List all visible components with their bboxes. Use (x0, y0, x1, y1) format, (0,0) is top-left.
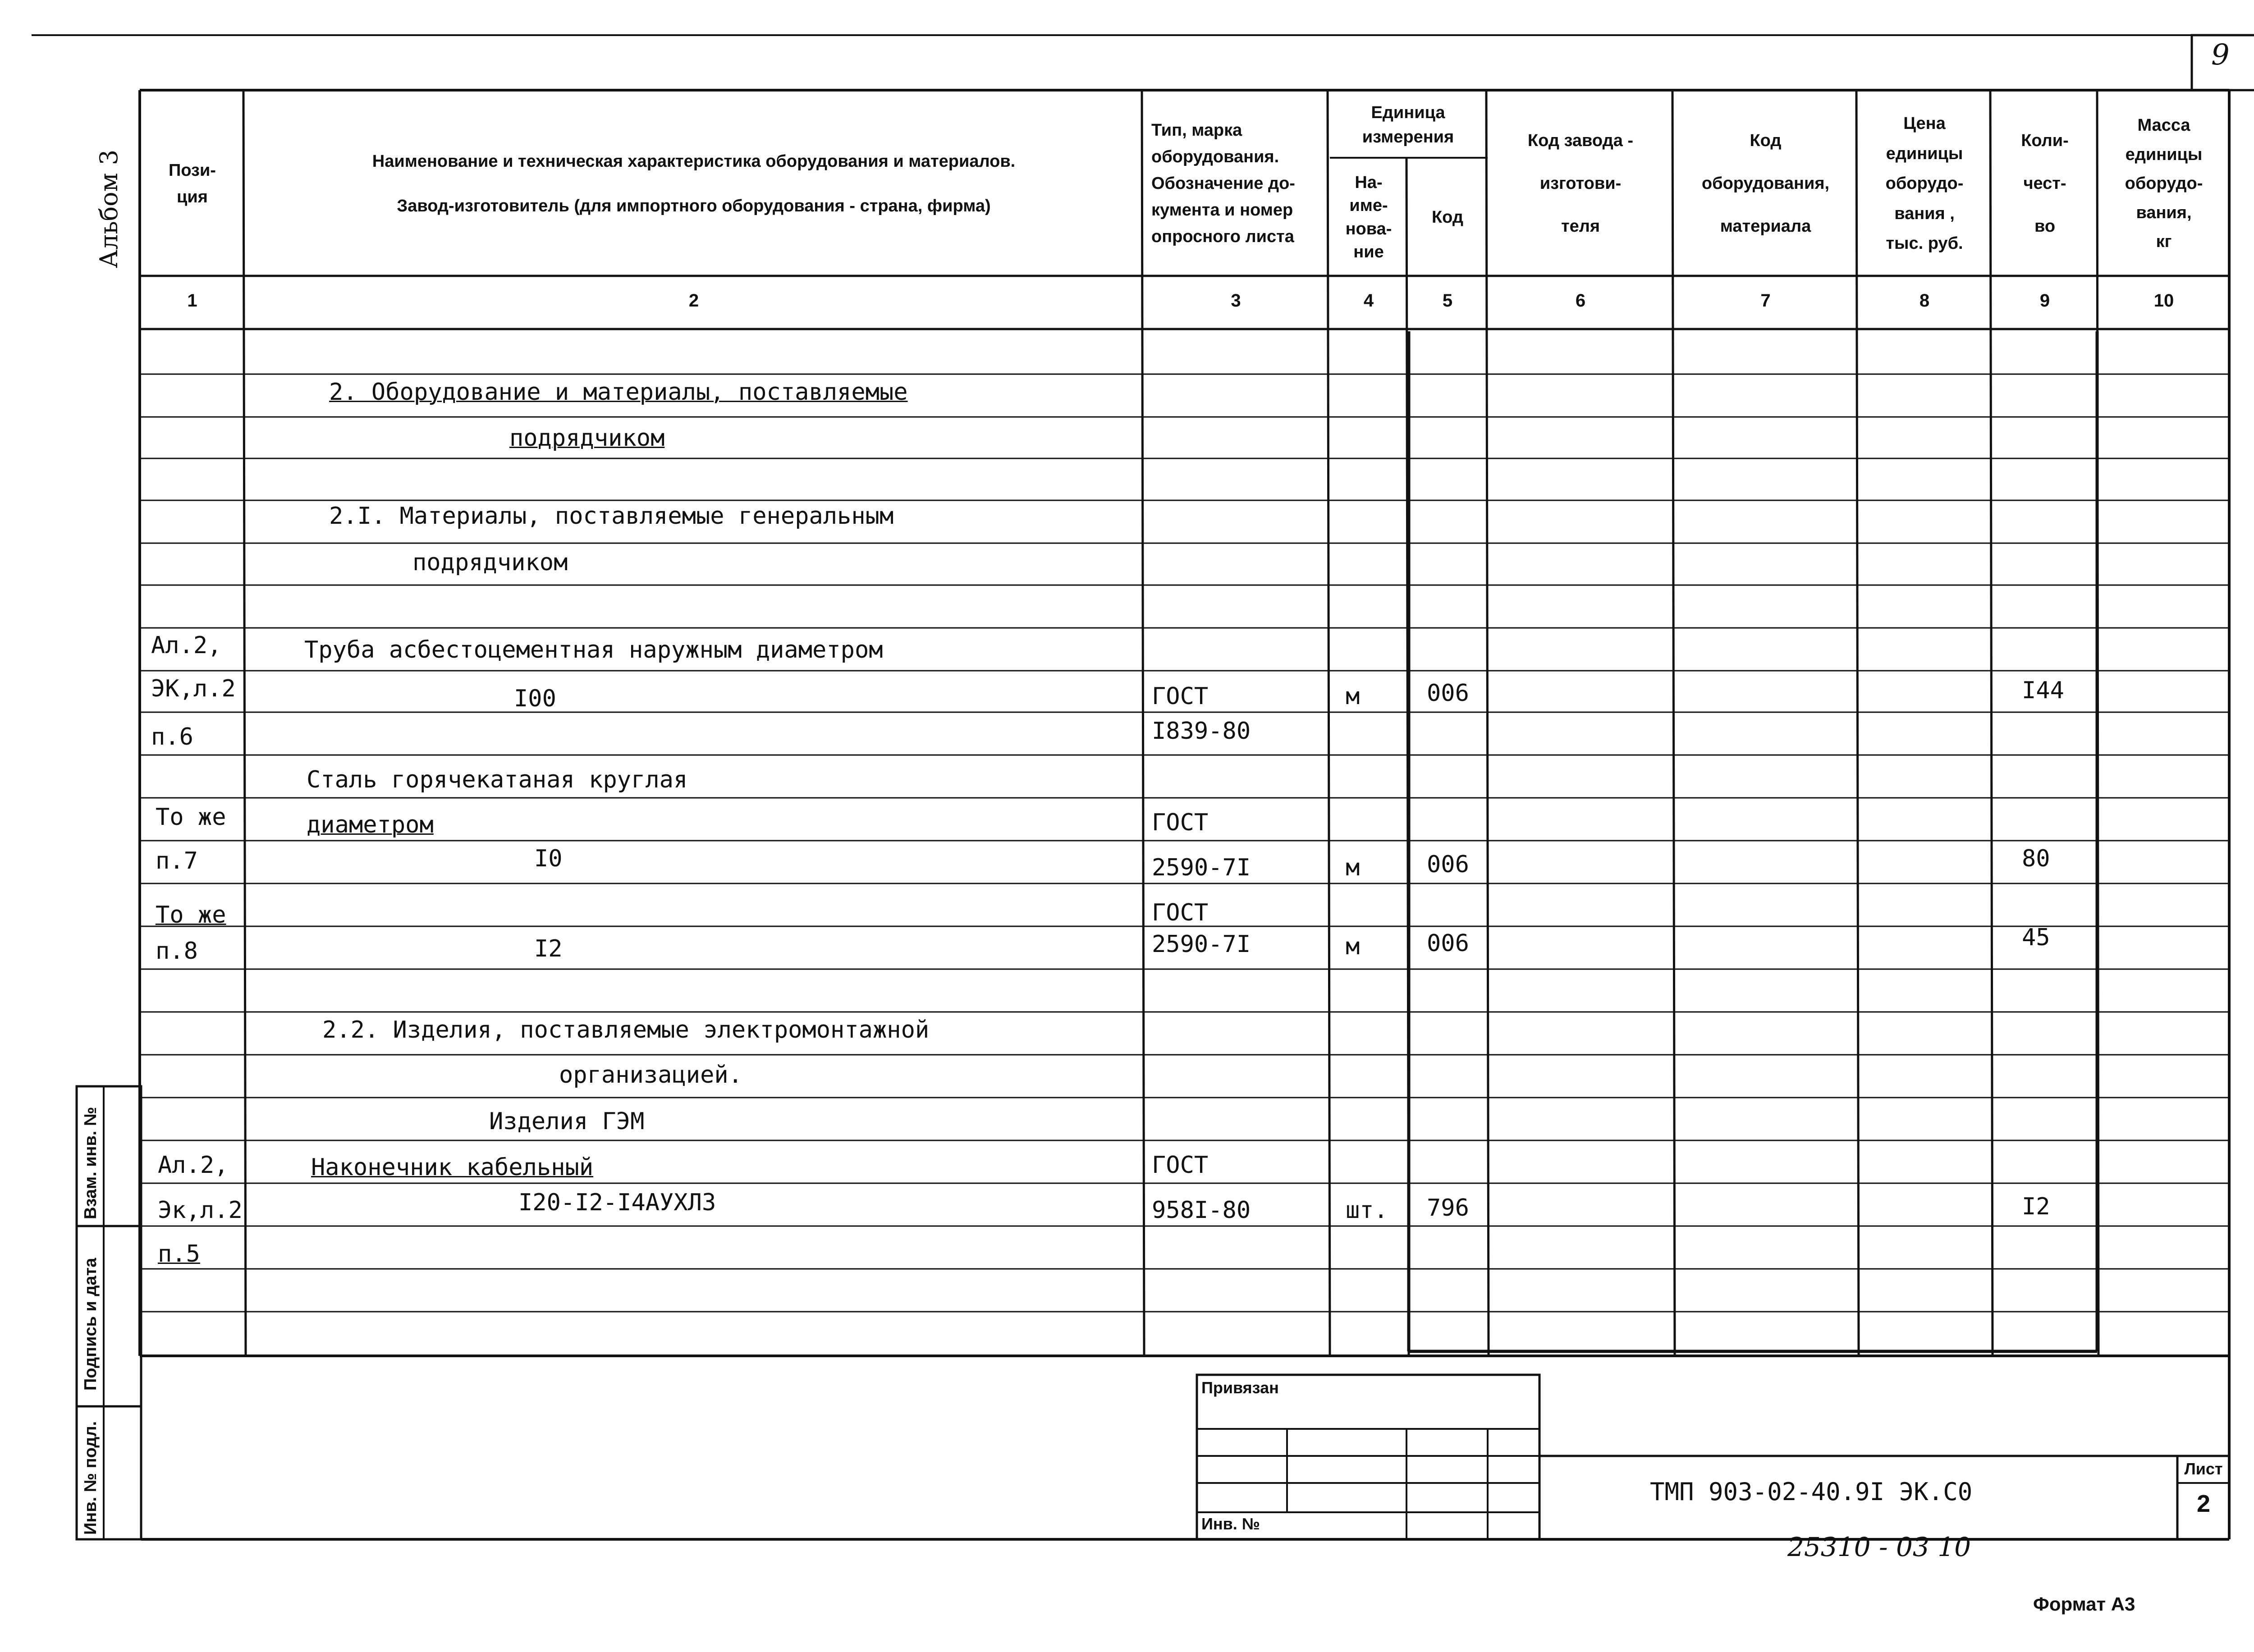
col-number-10: 10 (2153, 291, 2174, 311)
album-label: Альбом 3 (95, 149, 123, 268)
row-pipe-position: Ал.2, (151, 632, 222, 659)
header-type: Тип, марка оборудования. Обозначение до- кумента и номер опросного листа (1151, 121, 1295, 246)
row-steel-quantity: 80 (2022, 845, 2050, 872)
col-number-3: 3 (1231, 291, 1241, 311)
section-2-title: 2. Оборудование и материалы, поставляемые (329, 379, 908, 406)
archive-number: 25310 - 03 10 (1787, 1532, 1971, 1562)
col-number-9: 9 (2039, 291, 2050, 311)
col-number-6: 6 (1575, 291, 1586, 311)
section-2-2-title: 2.2. Изделия, поставляемые электромонтажной (322, 1016, 930, 1043)
section-2-2-title-cont: организацией. (559, 1062, 742, 1089)
row-pipe-name: Труба асбестоцементная наружным диаметром (304, 636, 883, 664)
row-lug-gost: ГОСТ (1152, 1152, 1209, 1179)
side-stamp-inv: Инв. № подл. (81, 1421, 100, 1535)
format-label: Формат А3 (2033, 1593, 2135, 1615)
header-name: Наименование и техническая характеристика оборудования и материалов. Завод-изготовитель (для импортного оборудования - страна, фирма) (372, 151, 1016, 215)
header-quantity: Коли- чест- во (2021, 131, 2069, 236)
row-steel-unit: м (1346, 854, 1360, 881)
row-steel-code: 006 (1427, 851, 1469, 878)
row-pipe-gost-number: I839-80 (1152, 718, 1251, 745)
row-lug-code: 796 (1427, 1194, 1469, 1222)
row-pipe-diameter: I00 (514, 685, 556, 712)
row-steel2-position-2: п.8 (156, 938, 198, 965)
document-code: ТМП 903-02-40.9I ЭК.С0 (1650, 1478, 1973, 1506)
row-steel2-position: То же (156, 902, 226, 929)
col-number-2: 2 (688, 291, 699, 311)
row-steel-diameter: I0 (534, 845, 563, 872)
corner-sheet-number: 9 (2211, 38, 2230, 72)
row-pipe-quantity: I44 (2022, 677, 2064, 704)
row-steel2-diameter: I2 (534, 935, 563, 962)
row-steel2-quantity: 45 (2022, 924, 2050, 951)
section-2-title-cont: подрядчиком (509, 425, 665, 452)
row-lug-name: Наконечник кабельный (311, 1154, 594, 1181)
header-unit-name: На- име- нова- ние (1345, 173, 1392, 261)
col-number-1: 1 (187, 291, 197, 311)
row-steel-diameter-label: диаметром (307, 811, 434, 838)
col-number-8: 8 (1919, 291, 1930, 311)
row-pipe-gost: ГОСТ (1152, 683, 1209, 710)
col-number-7: 7 (1760, 291, 1771, 311)
side-stamp-vzam: Взам. инв. № (81, 1107, 100, 1219)
inv-number-label: Инв. № (1201, 1515, 1260, 1533)
row-steel-gost: ГОСТ (1152, 809, 1209, 836)
side-stamp-podpis: Подпись и дата (81, 1258, 100, 1391)
row-lug-position-2: Эк,л.2 (158, 1197, 243, 1224)
gem-title: Изделия ГЭМ (489, 1108, 645, 1135)
sheet-number: 2 (2196, 1490, 2211, 1517)
row-steel-name: Сталь горячекатаная круглая (307, 766, 688, 793)
section-2-1-title-cont: подрядчиком (412, 549, 568, 576)
row-steel2-gost: ГОСТ (1152, 899, 1209, 926)
header-factory-code: Код завода - изготови- теля (1527, 131, 1634, 236)
privyazan-label: Привязан (1201, 1378, 1279, 1397)
col-number-4: 4 (1363, 291, 1374, 311)
sheet-label: Лист (2184, 1460, 2223, 1478)
row-steel-gost-number: 2590-7I (1152, 854, 1251, 881)
header-unit-code: Код (1431, 208, 1464, 227)
row-pipe-unit: м (1346, 683, 1360, 710)
row-steel-position-2: п.7 (156, 847, 198, 874)
row-steel2-gost-number: 2590-7I (1152, 931, 1251, 958)
header-unit: Единица измерения (1362, 103, 1454, 146)
header-mass: Масса единицы оборудо- вания, кг (2125, 116, 2203, 252)
row-steel2-unit: м (1346, 933, 1360, 960)
row-pipe-position-3: п.6 (151, 723, 193, 750)
row-lug-gost-number: 958I-80 (1152, 1197, 1251, 1224)
row-lug-type: I20-I2-I4AУХЛ3 (518, 1189, 716, 1216)
row-steel-position: То же (156, 804, 226, 831)
header-equipment-code: Код оборудования, материала (1701, 131, 1830, 236)
row-lug-unit: шт. (1346, 1197, 1388, 1224)
row-lug-position: Ал.2, (158, 1152, 229, 1179)
section-2-1-title: 2.I. Материалы, поставляемые генеральным (329, 503, 894, 530)
row-lug-position-3: п.5 (158, 1240, 200, 1268)
col-number-5: 5 (1442, 291, 1453, 311)
row-lug-quantity: I2 (2022, 1193, 2050, 1220)
header-position: Пози- ция (169, 160, 216, 206)
header-price: Цена единицы оборудо- вания , тыс. руб. (1885, 114, 1964, 253)
row-pipe-position-2: ЭК,л.2 (151, 675, 236, 702)
row-pipe-code: 006 (1427, 680, 1469, 707)
row-steel2-code: 006 (1427, 930, 1469, 957)
